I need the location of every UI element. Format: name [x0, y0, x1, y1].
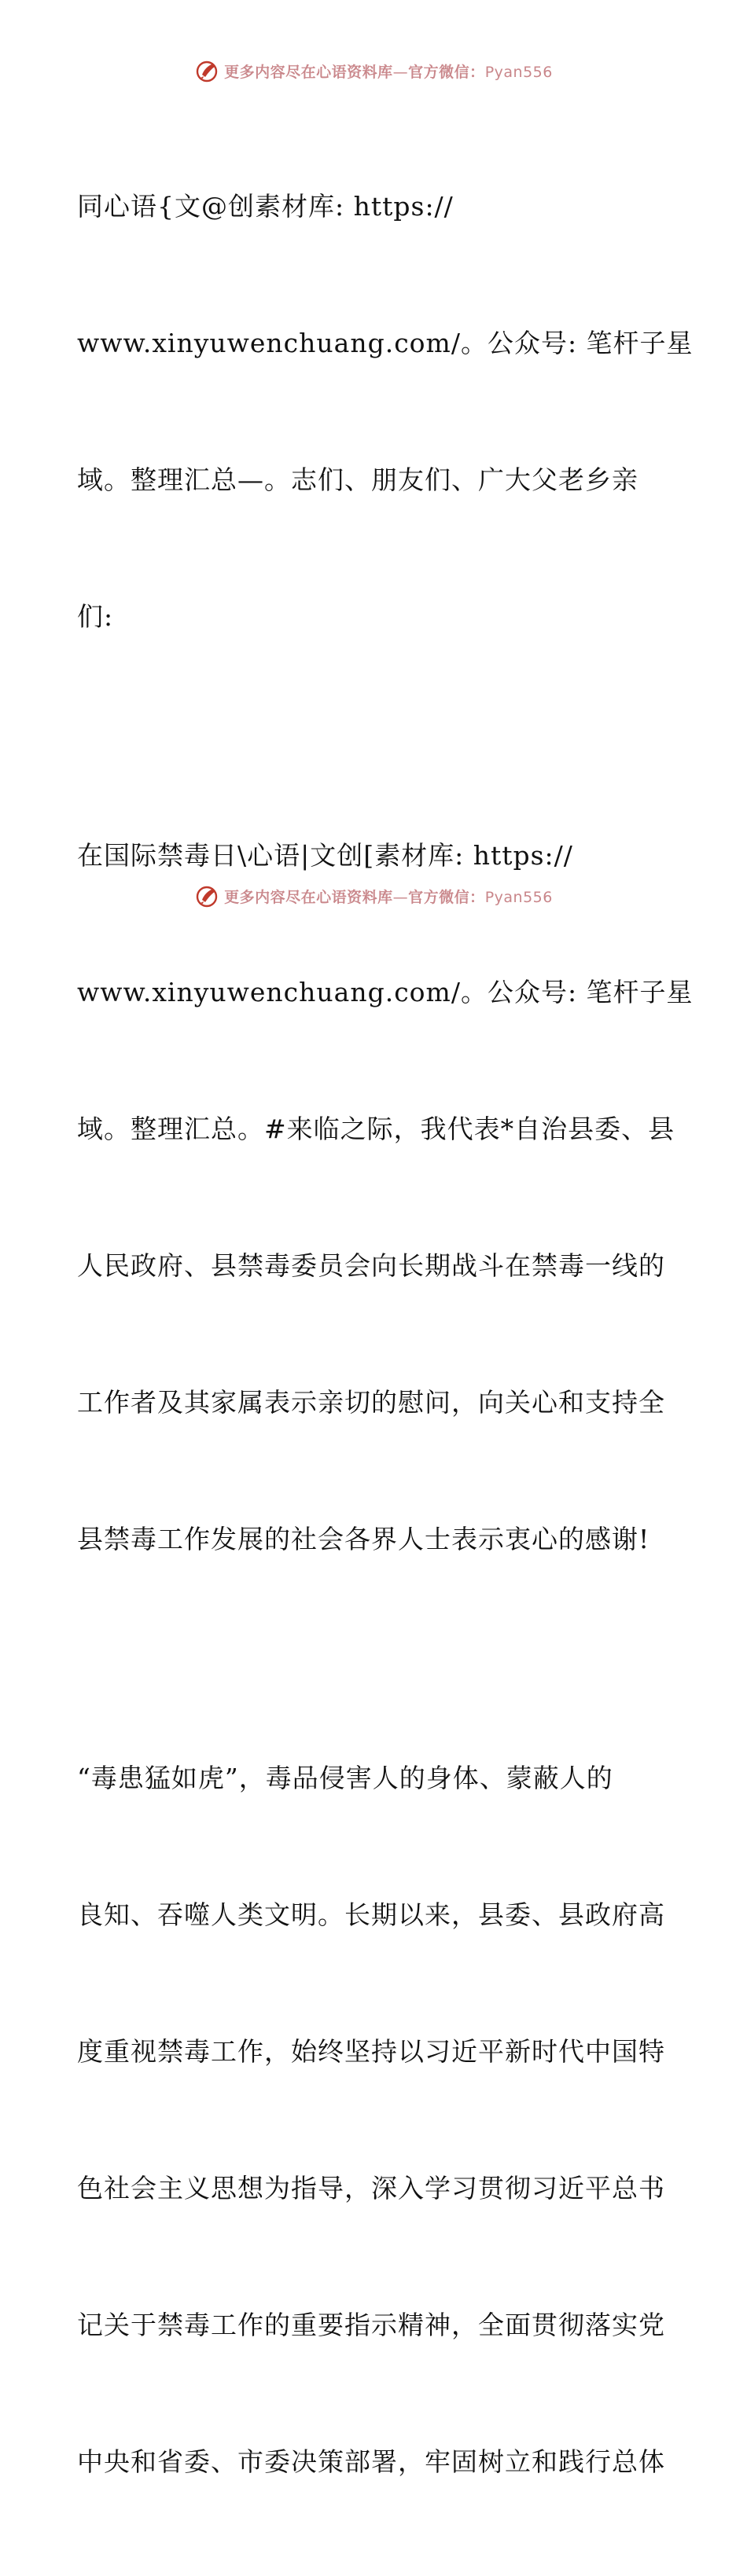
paragraph-line: 县禁毒工作发展的社会各界人士表示衷心的感谢! [77, 1524, 650, 1554]
footer-banner-handle: Pyan556 [484, 888, 553, 906]
footer-banner-label: 官方微信： [408, 888, 485, 906]
paragraph-line: 度重视禁毒工作，始终坚持以习近平新时代中国特 [77, 2036, 665, 2067]
header-banner-main: 更多内容尽在心语资料库 [224, 63, 393, 81]
footer-banner-dash: — [392, 888, 409, 906]
pen-logo-icon [194, 883, 221, 909]
paragraph-line: 域。整理汇总—。志们、朋友们、广大父老乡亲 [77, 464, 638, 495]
document-body [77, 93, 694, 2576]
paragraph-line: 中央和省委、市委决策部署，牢固树立和践行总体 [77, 2446, 665, 2477]
footer-banner [0, 880, 747, 912]
paragraph-line: 们: [77, 601, 114, 632]
footer-banner-text [224, 886, 553, 907]
paragraph-2 [77, 742, 694, 1653]
paragraph-line: 同心语{文@创素材库: https:// [77, 191, 454, 222]
pen-logo-icon [194, 57, 221, 84]
paragraph-line: 记关于禁毒工作的重要指示精神，全面贯彻落实党 [77, 2310, 665, 2340]
paragraph-line: 域。整理汇总。#来临之际，我代表*自治县委、县 [77, 1114, 675, 1144]
header-banner-text [224, 61, 553, 82]
paragraph-3 [77, 1664, 675, 2576]
header-banner-dash: — [392, 63, 409, 81]
header-banner-label: 官方微信： [408, 63, 485, 81]
header-banner-handle: Pyan556 [484, 63, 553, 81]
paragraph-line: 工作者及其家属表示亲切的慰问，向关心和支持全 [77, 1387, 665, 1418]
paragraph-1 [77, 93, 694, 731]
paragraph-line: www.xinyuwenchuang.com/。公众号: 笔杆子星 [77, 328, 694, 358]
header-banner [0, 55, 747, 86]
paragraph-line: 良知、吞噬人类文明。长期以来，县委、县政府高 [77, 1899, 665, 1930]
paragraph-line: 色社会主义思想为指导，深入学习贯彻习近平总书 [77, 2173, 665, 2204]
paragraph-line: www.xinyuwenchuang.com/。公众号: 笔杆子星 [77, 977, 694, 1007]
paragraph-line: 在国际禁毒日\心语|文创[素材库: https:// [77, 840, 573, 871]
paragraph-line: “毒患猛如虎”，毒品侵害人的身体、蒙蔽人的 [77, 1763, 613, 1793]
paragraph-line: 人民政府、县禁毒委员会向长期战斗在禁毒一线的 [77, 1250, 665, 1281]
footer-banner-main: 更多内容尽在心语资料库 [224, 888, 393, 906]
